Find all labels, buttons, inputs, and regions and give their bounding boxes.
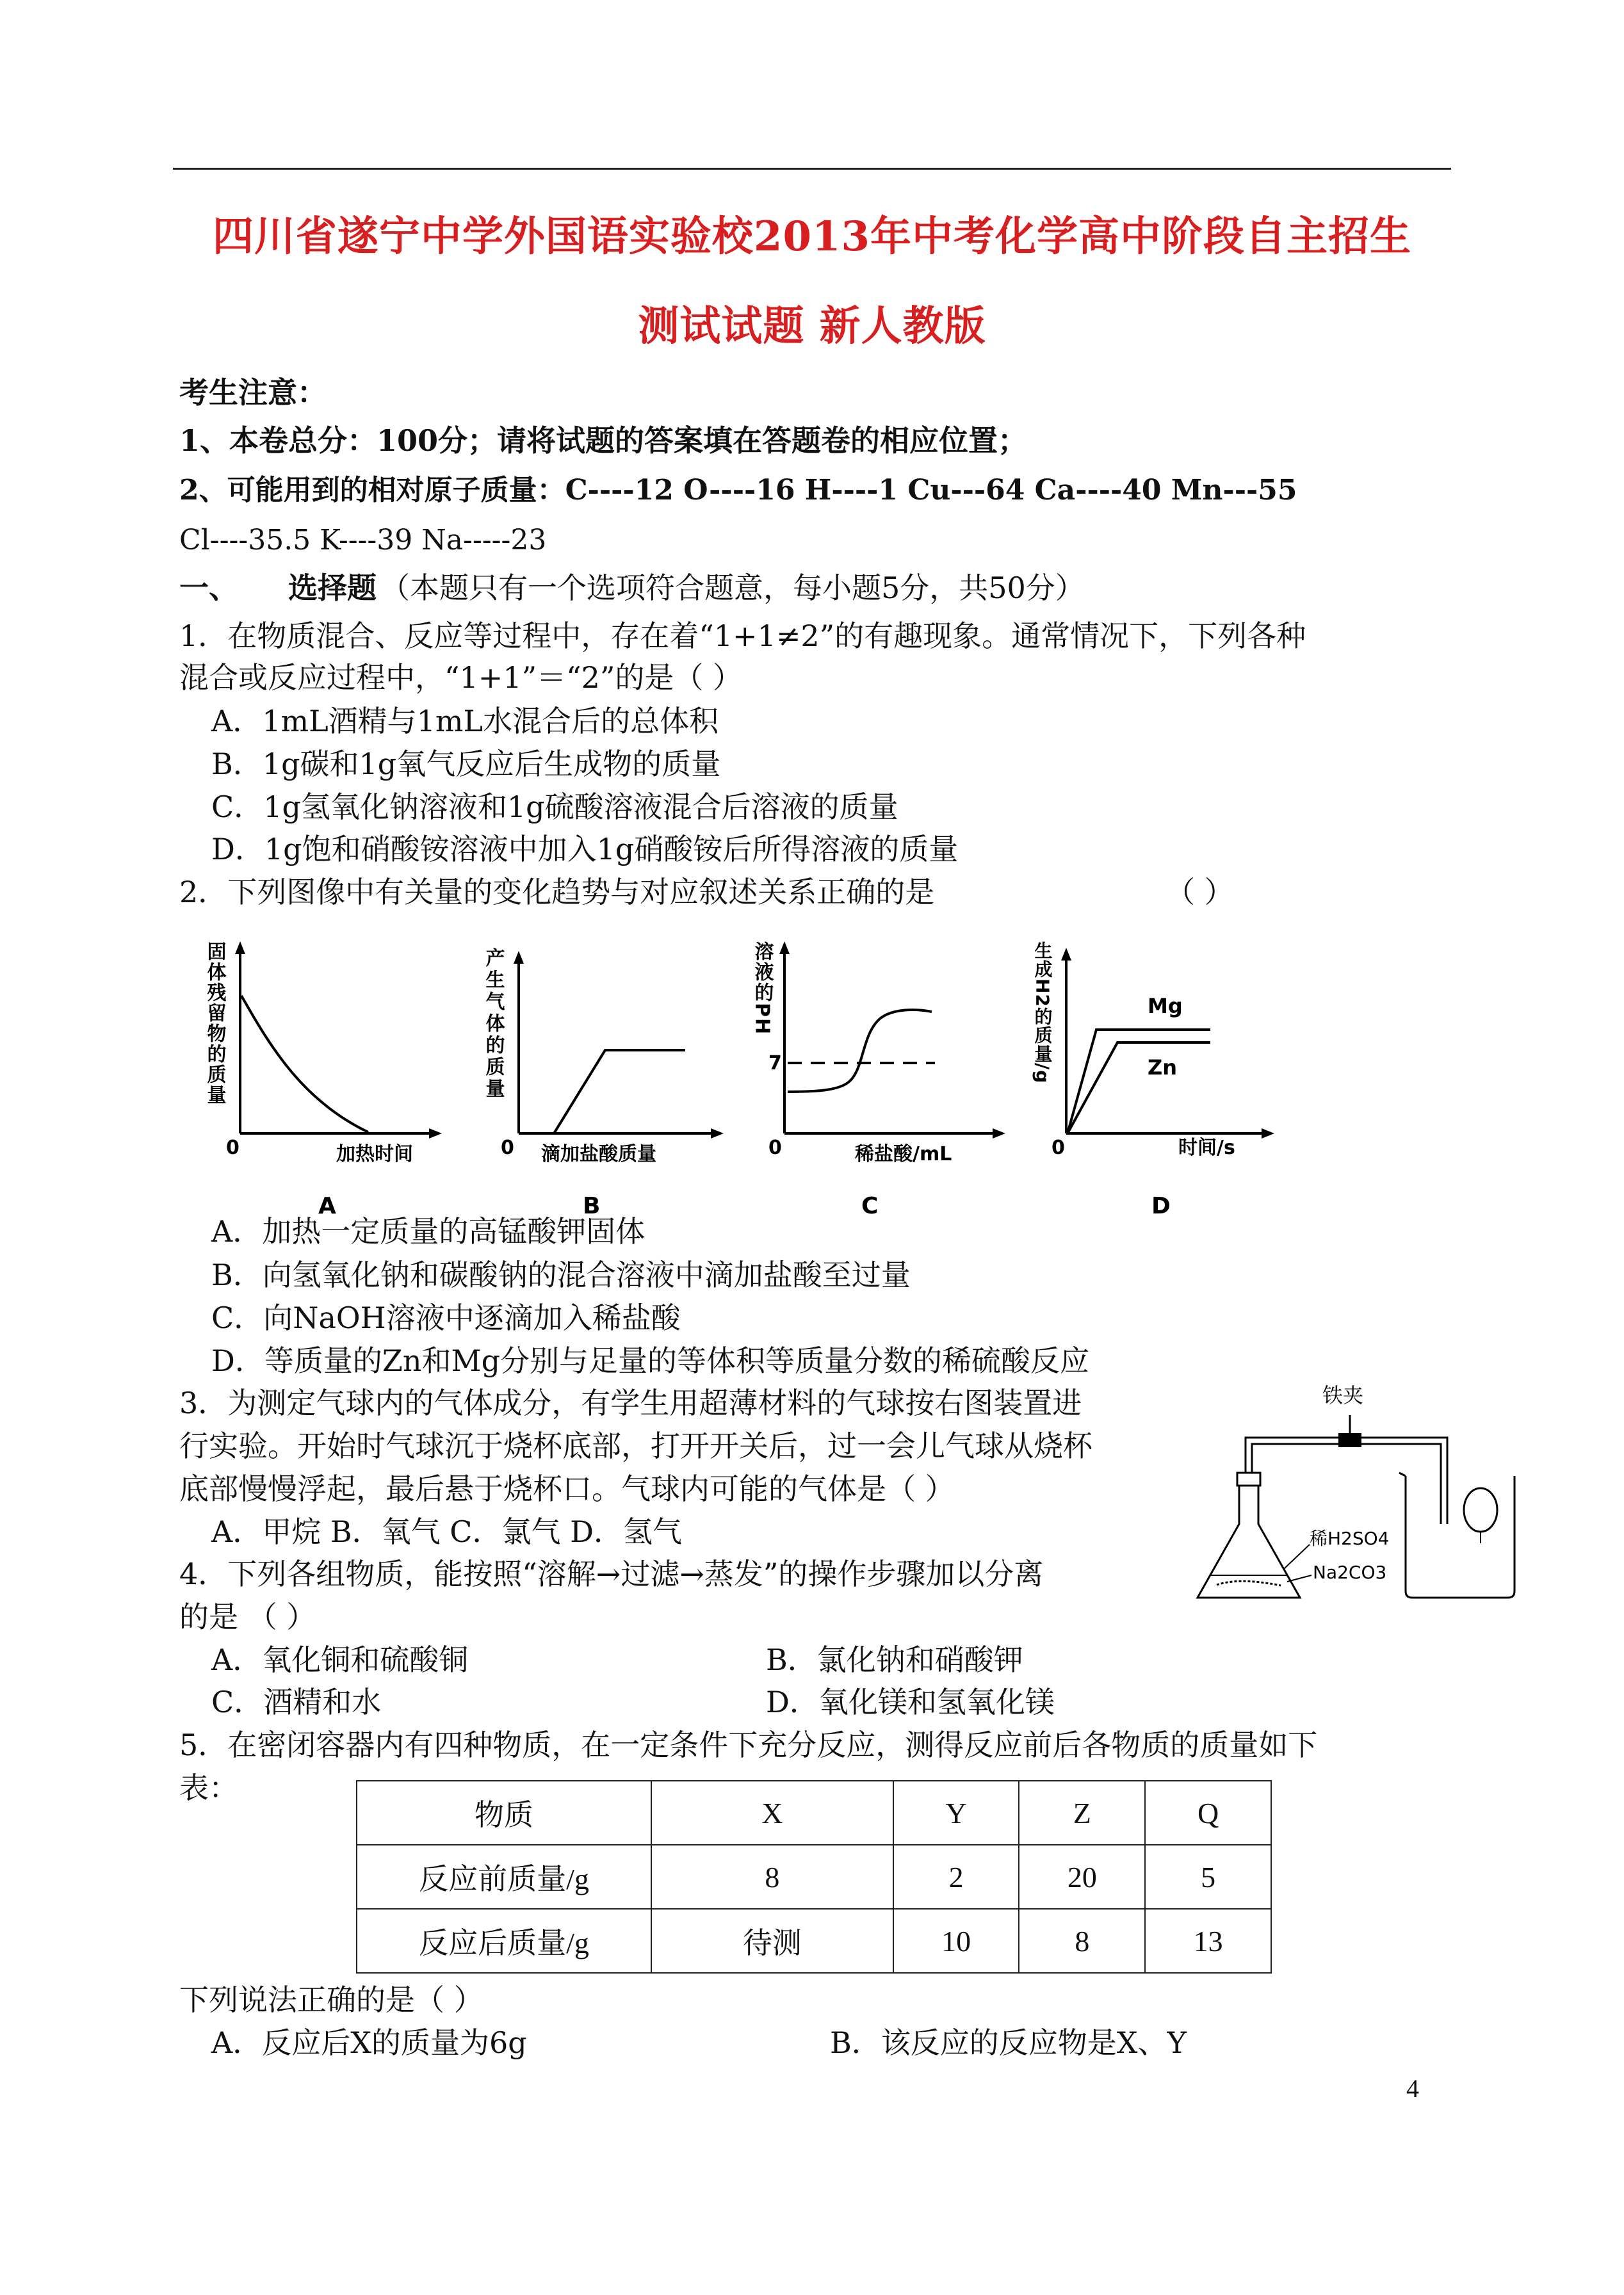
section-label: 选择题	[288, 571, 377, 605]
table-cell: X	[651, 1781, 893, 1845]
beaker	[1399, 1473, 1514, 1598]
page-title-line1: 四川省遂宁中学外国语实验校2013年中考化学高中阶段自主招生	[212, 213, 1412, 261]
graph-d-ylabel: 生成H2的质量/g	[1032, 941, 1053, 1084]
table-cell: 反应后质量/g	[357, 1909, 651, 1973]
graph-b-origin: 0	[501, 1137, 514, 1159]
q4-stem-line2: 的是 （ ）	[179, 1600, 316, 1634]
conical-flask	[1198, 1473, 1300, 1598]
graph-d-label-zn: Zn	[1148, 1055, 1177, 1080]
graph-b	[474, 922, 724, 1223]
notice-item-2: 2、可能用到的相对原子质量：C----12 O----16 H----1 Cu---64 Ca----40 Mn---55	[179, 474, 1297, 507]
graph-d	[1025, 922, 1294, 1223]
q2-answer-paren: （ ）	[1165, 875, 1234, 909]
table-row	[357, 1781, 1271, 1845]
q1-option-d: D．1g饱和硝酸铵溶液中加入1g硝酸铵后所得溶液的质量	[211, 832, 959, 866]
q4-option-b: B．氯化钠和硝酸钾	[766, 1642, 1023, 1677]
q1-option-b: B．1g碳和1g氧气反应后生成物的质量	[211, 747, 721, 781]
acid-label: 稀H2SO4	[1310, 1528, 1390, 1549]
q3-stem-line1: 3．为测定气球内的气体成分，有学生用超薄材料的气球按右图装置进	[179, 1386, 1082, 1420]
table-cell: 待测	[651, 1909, 893, 1973]
q5-mass-table	[356, 1780, 1272, 1974]
header-rule	[173, 168, 1451, 170]
graph-a-axes	[235, 941, 442, 1139]
table-cell: 物质	[357, 1781, 651, 1845]
iron-clamp	[1338, 1433, 1361, 1447]
q5-option-b: B．该反应的反应物是X、Y	[830, 2025, 1187, 2060]
graph-c-tick-7: 7	[768, 1052, 782, 1075]
notice-item-1: 1、本卷总分：100分；请将试题的答案填在答题卷的相应位置；	[179, 423, 1028, 458]
graph-a-curve	[241, 996, 368, 1132]
q3-stem-line2: 行实验。开始时气球沉于烧杯底部，打开开关后，过一会儿气球从烧杯	[179, 1429, 1092, 1463]
q2-option-a: A．加热一定质量的高锰酸钾固体	[211, 1214, 646, 1249]
graph-d-letter: D	[1151, 1193, 1171, 1219]
graph-d-xlabel: 时间/s	[1178, 1137, 1235, 1159]
page-title-line2: 测试试题 新人教版	[638, 302, 986, 350]
section-number: 一、	[179, 571, 238, 605]
graph-b-ylabel: 产生气体的质量	[482, 948, 505, 1100]
notice-heading: 考生注意：	[179, 375, 327, 410]
graph-b-line	[554, 1050, 685, 1133]
graph-b-xlabel: 滴加盐酸质量	[541, 1143, 656, 1165]
graph-d-origin: 0	[1052, 1137, 1065, 1159]
table-row	[357, 1909, 1271, 1973]
q2-option-b: B．向氢氧化钠和碳酸钠的混合溶液中滴加盐酸至过量	[211, 1258, 911, 1292]
page-number: 4	[1406, 2074, 1419, 2103]
q1-option-a: A．1mL酒精与1mL水混合后的总体积	[211, 704, 719, 738]
graph-a-origin: 0	[226, 1137, 240, 1159]
graph-d-line-mg	[1068, 1030, 1210, 1133]
graph-a	[195, 922, 445, 1223]
table-cell: Z	[1019, 1781, 1145, 1845]
graph-c-ylabel: 溶液的PH	[751, 941, 774, 1036]
q3-options: A．甲烷 B．氧气 C．氯气 D．氢气	[211, 1514, 682, 1549]
table-cell: 20	[1019, 1845, 1145, 1909]
graph-a-xlabel: 加热时间	[336, 1143, 413, 1165]
graph-d-label-mg: Mg	[1148, 994, 1183, 1018]
graph-c	[743, 922, 1012, 1223]
graph-c-origin: 0	[768, 1137, 782, 1159]
table-cell: Q	[1145, 1781, 1271, 1845]
q5-stem-line2: 表：	[179, 1771, 238, 1805]
table-cell: 反应前质量/g	[357, 1845, 651, 1909]
clamp-label: 铁夹	[1322, 1383, 1364, 1407]
q3-stem-line3: 底部慢慢浮起，最后悬于烧杯口。气球内可能的气体是（ ）	[179, 1472, 955, 1506]
table-row	[357, 1845, 1271, 1909]
graph-c-xlabel: 稀盐酸/mL	[855, 1143, 952, 1165]
graph-c-curve	[788, 1010, 932, 1092]
table-cell: Y	[893, 1781, 1019, 1845]
notice-item-2-cont: Cl----35.5 K----39 Na-----23	[179, 524, 547, 556]
q1-stem-line2: 混合或反应过程中，“1+1”＝“2”的是（ ）	[179, 660, 743, 695]
connecting-tube	[1246, 1438, 1447, 1524]
q4-stem-line1: 4．下列各组物质，能按照“溶解→过滤→蒸发”的操作步骤加以分离	[179, 1557, 1044, 1591]
q3-apparatus-diagram	[1185, 1377, 1531, 1607]
table-cell: 8	[1019, 1909, 1145, 1973]
q5-stem-line1: 5．在密闭容器内有四种物质，在一定条件下充分反应，测得反应前后各物质的质量如下	[179, 1728, 1318, 1762]
q4-option-d: D．氧化镁和氢氧化镁	[766, 1685, 1055, 1719]
q2-stem: 2．下列图像中有关量的变化趋势与对应叙述关系正确的是	[179, 875, 935, 909]
q1-option-c: C．1g氢氧化钠溶液和1g硫酸溶液混合后溶液的质量	[211, 790, 898, 824]
graph-a-ylabel: 固体残留物的质量	[203, 941, 226, 1105]
salt-label: Na2CO3	[1313, 1562, 1387, 1583]
graph-b-letter: B	[583, 1193, 601, 1219]
table-cell: 13	[1145, 1909, 1271, 1973]
balloon	[1464, 1488, 1497, 1543]
q4-option-c: C．酒精和水	[211, 1685, 382, 1719]
graph-a-letter: A	[318, 1193, 336, 1219]
graph-b-axes	[514, 951, 724, 1139]
table-cell: 8	[651, 1845, 893, 1909]
table-cell: 5	[1145, 1845, 1271, 1909]
graph-c-letter: C	[861, 1193, 879, 1219]
q1-stem-line1: 1．在物质混合、反应等过程中，存在着“1+1≠2”的有趣现象。通常情况下，下列各种	[179, 619, 1306, 653]
section-note: （本题只有一个选项符合题意，每小题5分，共50分）	[380, 571, 1085, 605]
graph-c-axes	[779, 941, 1005, 1139]
table-cell: 2	[893, 1845, 1019, 1909]
table-cell: 10	[893, 1909, 1019, 1973]
q2-option-d: D．等质量的Zn和Mg分别与足量的等体积等质量分数的稀硫酸反应	[211, 1343, 1090, 1378]
q2-option-c: C．向NaOH溶液中逐滴加入稀盐酸	[211, 1301, 681, 1335]
q5-after-table: 下列说法正确的是（ ）	[179, 1983, 483, 2017]
q4-option-a: A．氧化铜和硫酸铜	[211, 1642, 469, 1677]
q5-option-a: A．反应后X的质量为6g	[211, 2025, 527, 2060]
